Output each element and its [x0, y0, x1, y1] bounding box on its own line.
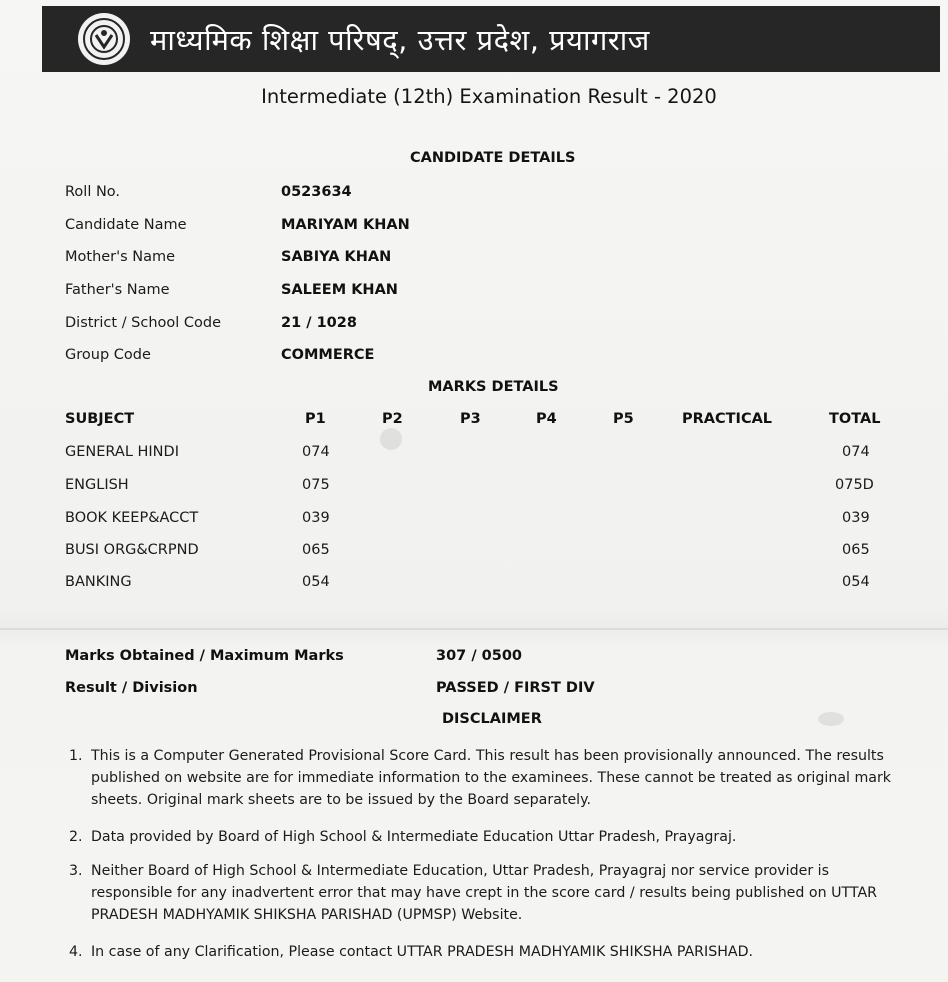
district-school-code-label: District / School Code [65, 315, 222, 331]
district-school-code-value: 21 / 1028 [281, 315, 357, 331]
disclaimer-heading: DISCLAIMER [442, 711, 542, 727]
total-cell: 074 [842, 444, 870, 460]
total-cell: 075D [835, 477, 874, 493]
exam-title: Intermediate (12th) Examination Result - 2020 [261, 85, 717, 108]
disclaimer-item [69, 860, 914, 926]
column-header-p2: P2 [382, 411, 403, 427]
column-header-p5: P5 [613, 411, 634, 427]
disclaimer-number: 4. [69, 944, 83, 960]
disclaimer-number: 1. [69, 748, 83, 764]
column-header-p4: P4 [536, 411, 557, 427]
column-header-p3: P3 [460, 411, 481, 427]
disclaimer-item [69, 745, 914, 811]
candidate-details-heading: CANDIDATE DETAILS [410, 150, 576, 166]
p1-cell: 075 [302, 477, 330, 493]
father-name-value: SALEEM KHAN [281, 282, 398, 298]
board-name-title: माध्यमिक शिक्षा परिषद्, उत्तर प्रदेश, प्रयागराज [150, 22, 650, 57]
roll-no-value: 0523634 [281, 184, 352, 200]
column-header-total: TOTAL [829, 411, 881, 427]
total-cell: 065 [842, 542, 870, 558]
marks-details-heading: MARKS DETAILS [428, 379, 559, 395]
group-code-value: COMMERCE [281, 347, 375, 363]
candidate-name-value: MARIYAM KHAN [281, 217, 410, 233]
p1-cell: 074 [302, 444, 330, 460]
disclaimer-number: 2. [69, 829, 83, 845]
subject-cell: BANKING [65, 574, 132, 590]
total-cell: 054 [842, 574, 870, 590]
disclaimer-text: In case of any Clarification, Please contact UTTAR PRADESH MADHYAMIK SHIKSHA PARISHAD. [91, 944, 754, 960]
disclaimer-text: Data provided by Board of High School & Intermediate Education Uttar Pradesh, Prayagraj. [91, 829, 737, 845]
p1-cell: 065 [302, 542, 330, 558]
paper-fold-crease [0, 628, 948, 630]
p1-cell: 054 [302, 574, 330, 590]
upmsp-emblem-icon [78, 13, 130, 65]
group-code-label: Group Code [65, 347, 151, 363]
father-name-label: Father's Name [65, 282, 170, 298]
column-header-subject: SUBJECT [65, 411, 135, 427]
subject-cell: GENERAL HINDI [65, 444, 179, 460]
roll-no-label: Roll No. [65, 184, 121, 200]
mother-name-label: Mother's Name [65, 249, 176, 265]
disclaimer-item [69, 826, 914, 848]
disclaimer-number: 3. [69, 863, 83, 879]
subject-cell: BOOK KEEP&ACCT [65, 510, 199, 526]
header-bar [42, 6, 940, 72]
disclaimer-item [69, 941, 914, 963]
subject-cell: BUSI ORG&CRPND [65, 542, 199, 558]
result-division-label: Result / Division [65, 680, 198, 696]
marks-obtained-value: 307 / 0500 [436, 648, 523, 664]
column-header-p1: P1 [305, 411, 326, 427]
disclaimer-text: Neither Board of High School & Intermediate Education, Uttar Pradesh, Prayagraj nor service provider is responsible for any inadvertent error that may have crept in the score card / results being published on UTTAR PRADESH MADHYAMIK SHIKSHA PARISHAD (UPMSP) Website. [91, 863, 878, 923]
marks-obtained-label: Marks Obtained / Maximum Marks [65, 648, 344, 664]
result-division-value: PASSED / FIRST DIV [436, 680, 595, 696]
ink-smudge [818, 712, 844, 726]
ink-smudge [380, 428, 402, 450]
total-cell: 039 [842, 510, 870, 526]
candidate-name-label: Candidate Name [65, 217, 187, 233]
column-header-practical: PRACTICAL [682, 411, 773, 427]
p1-cell: 039 [302, 510, 330, 526]
mother-name-value: SABIYA KHAN [281, 249, 392, 265]
subject-cell: ENGLISH [65, 477, 129, 493]
disclaimer-text: This is a Computer Generated Provisional Score Card. This result has been provisionally announced. The results published on website are for immediate information to the examinees. These cannot be treated as original mark sheets. Original mark sheets are to be issued by the Board separately. [91, 748, 892, 808]
